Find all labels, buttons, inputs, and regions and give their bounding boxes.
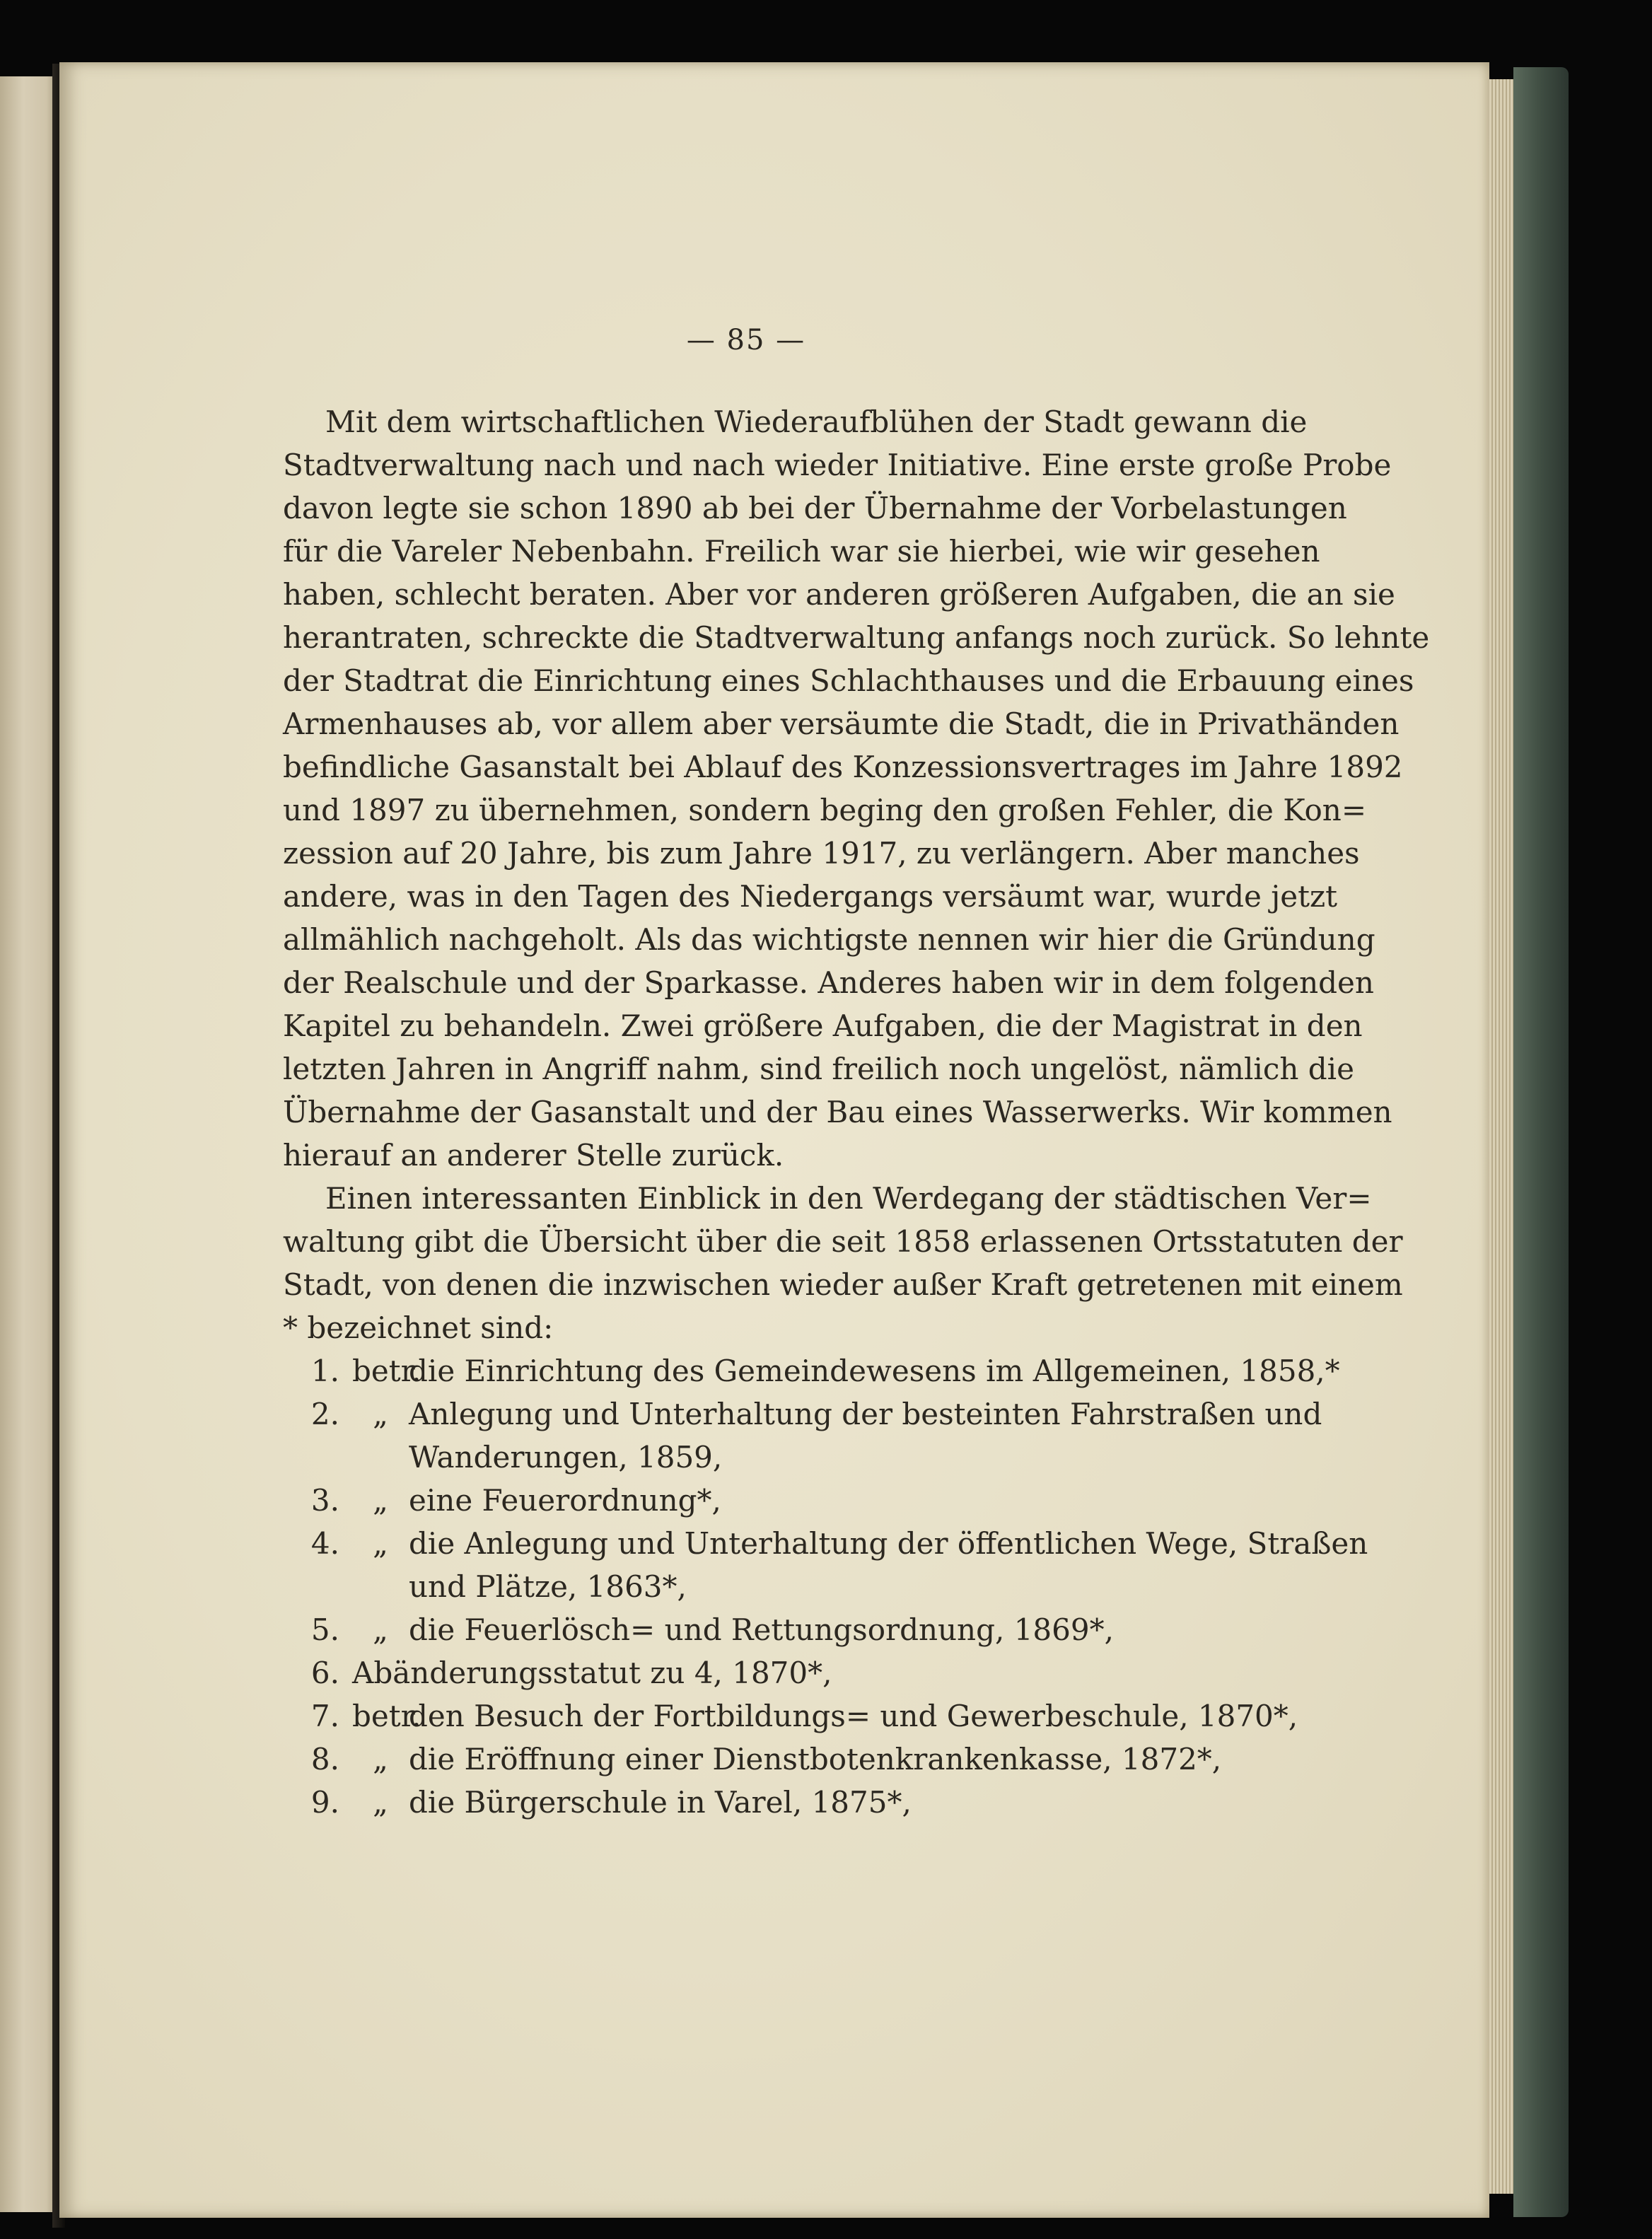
- list-item-number: 7.: [310, 1699, 339, 1733]
- list-item: [283, 1694, 1298, 1738]
- list-item-prefix: „: [373, 1483, 388, 1518]
- list-item-number: 8.: [310, 1742, 339, 1776]
- list-item-number: 6.: [310, 1656, 339, 1690]
- page-text: [283, 324, 1430, 1824]
- list-item-number: 3.: [310, 1483, 339, 1518]
- text-line: haben, schlecht beraten. Aber vor anderen größeren Aufgaben, die an sie: [283, 577, 1395, 612]
- list-item-prefix: „: [373, 1785, 388, 1820]
- text-line: andere, was in den Tagen des Niedergangs versäumt war, wurde jetzt: [283, 879, 1337, 914]
- text-line: befindliche Gasanstalt bei Ablauf des Konzessionsvertrages im Jahre 1892: [283, 750, 1403, 784]
- list-item: [283, 1349, 1340, 1392]
- text-line: allmählich nachgeholt. Als das wichtigste nennen wir hier die Gründung: [283, 922, 1375, 957]
- list-item-number: 9.: [310, 1785, 339, 1820]
- paragraph-1: [283, 400, 1430, 1177]
- list-item: [283, 1522, 1368, 1565]
- page-number: — 85 —: [686, 324, 806, 356]
- list-item-text: den Besuch der Fortbildungs= und Gewerbeschule, 1870*,: [409, 1699, 1298, 1733]
- text-line: Stadtverwaltung nach und nach wieder Initiative. Eine erste große Probe: [283, 448, 1392, 482]
- text-line: und 1897 zu übernehmen, sondern beging den großen Fehler, die Kon=: [283, 793, 1367, 827]
- paragraph-2: [283, 1177, 1403, 1349]
- text-line: davon legte sie schon 1890 ab bei der Übernahme der Vorbelastungen: [283, 491, 1347, 525]
- list-item-continuation: und Plätze, 1863*,: [409, 1569, 687, 1604]
- list-item-number: 2.: [310, 1397, 339, 1431]
- list-item: [283, 1479, 1202, 1522]
- list-item-prefix: „: [373, 1397, 388, 1431]
- text-line: Stadt, von denen die inzwischen wieder außer Kraft getretenen mit einem: [283, 1267, 1403, 1302]
- text-line: Armenhauses ab, vor allem aber versäumte die Stadt, die in Privathänden: [283, 706, 1400, 741]
- list-item-prefix: „: [373, 1612, 388, 1647]
- list-item-prefix: „: [373, 1742, 388, 1776]
- text-line: Mit dem wirtschaftlichen Wiederaufblühen der Stadt gewann die: [325, 405, 1308, 439]
- text-line: letzten Jahren in Angriff nahm, sind freilich noch ungelöst, nämlich die: [283, 1052, 1354, 1086]
- list-item: [283, 1738, 1222, 1781]
- text-line: für die Vareler Nebenbahn. Freilich war sie hierbei, wie wir gesehen: [283, 534, 1320, 569]
- list-item-number: 1.: [310, 1354, 339, 1388]
- list-item-text: Anlegung und Unterhaltung der besteinten Fahrstraßen und: [409, 1397, 1322, 1431]
- text-line: * bezeichnet sind:: [283, 1310, 554, 1345]
- list-item: [283, 1781, 1202, 1824]
- list-item-number: 5.: [310, 1612, 339, 1647]
- text-line: hierauf an anderer Stelle zurück.: [283, 1138, 784, 1173]
- text-line: zession auf 20 Jahre, bis zum Jahre 1917, zu verlängern. Aber manches: [283, 836, 1360, 871]
- text-line: herantraten, schreckte die Stadtverwaltung anfangs noch zurück. So lehnte: [283, 620, 1430, 655]
- text-line: Übernahme der Gasanstalt und der Bau eines Wasserwerks. Wir kommen: [283, 1095, 1392, 1129]
- text-line: waltung gibt die Übersicht über die seit 1858 erlassenen Ortsstatuten der: [283, 1224, 1403, 1259]
- list-item: [283, 1651, 1202, 1694]
- list-item-continuation: Wanderungen, 1859,: [409, 1440, 723, 1475]
- left-page-edge: [0, 76, 58, 2212]
- list-item-prefix: betr.: [352, 1354, 421, 1388]
- list-item-prefix: „: [373, 1526, 388, 1561]
- list-item: [283, 1608, 1202, 1651]
- list-item-text: die Bürgerschule in Varel, 1875*,: [409, 1785, 912, 1820]
- statute-list: [283, 1349, 1368, 1824]
- text-line: Einen interessanten Einblick in den Werdegang der städtischen Ver=: [325, 1181, 1372, 1216]
- list-item-text: eine Feuerordnung*,: [409, 1483, 721, 1518]
- list-item: [283, 1392, 1322, 1436]
- list-item-prefix: betr.: [352, 1699, 421, 1733]
- book-cover-edge: [1513, 67, 1569, 2217]
- list-item-text: die Anlegung und Unterhaltung der öffentlichen Wege, Straßen: [409, 1526, 1368, 1561]
- text-line: der Stadtrat die Einrichtung eines Schlachthauses und die Erbauung eines: [283, 663, 1414, 698]
- list-item-number: 4.: [310, 1526, 339, 1561]
- list-item-text: die Einrichtung des Gemeindewesens im Allgemeinen, 1858,*: [409, 1354, 1340, 1388]
- list-item-text: die Eröffnung einer Dienstbotenkrankenkasse, 1872*,: [409, 1742, 1222, 1776]
- text-line: Kapitel zu behandeln. Zwei größere Aufgaben, die der Magistrat in den: [283, 1008, 1363, 1043]
- text-line: der Realschule und der Sparkasse. Anderes haben wir in dem folgenden: [283, 965, 1374, 1000]
- list-item-text: die Feuerlösch= und Rettungsordnung, 1869*,: [409, 1612, 1114, 1647]
- list-item-text: Abänderungsstatut zu 4, 1870*,: [352, 1656, 832, 1690]
